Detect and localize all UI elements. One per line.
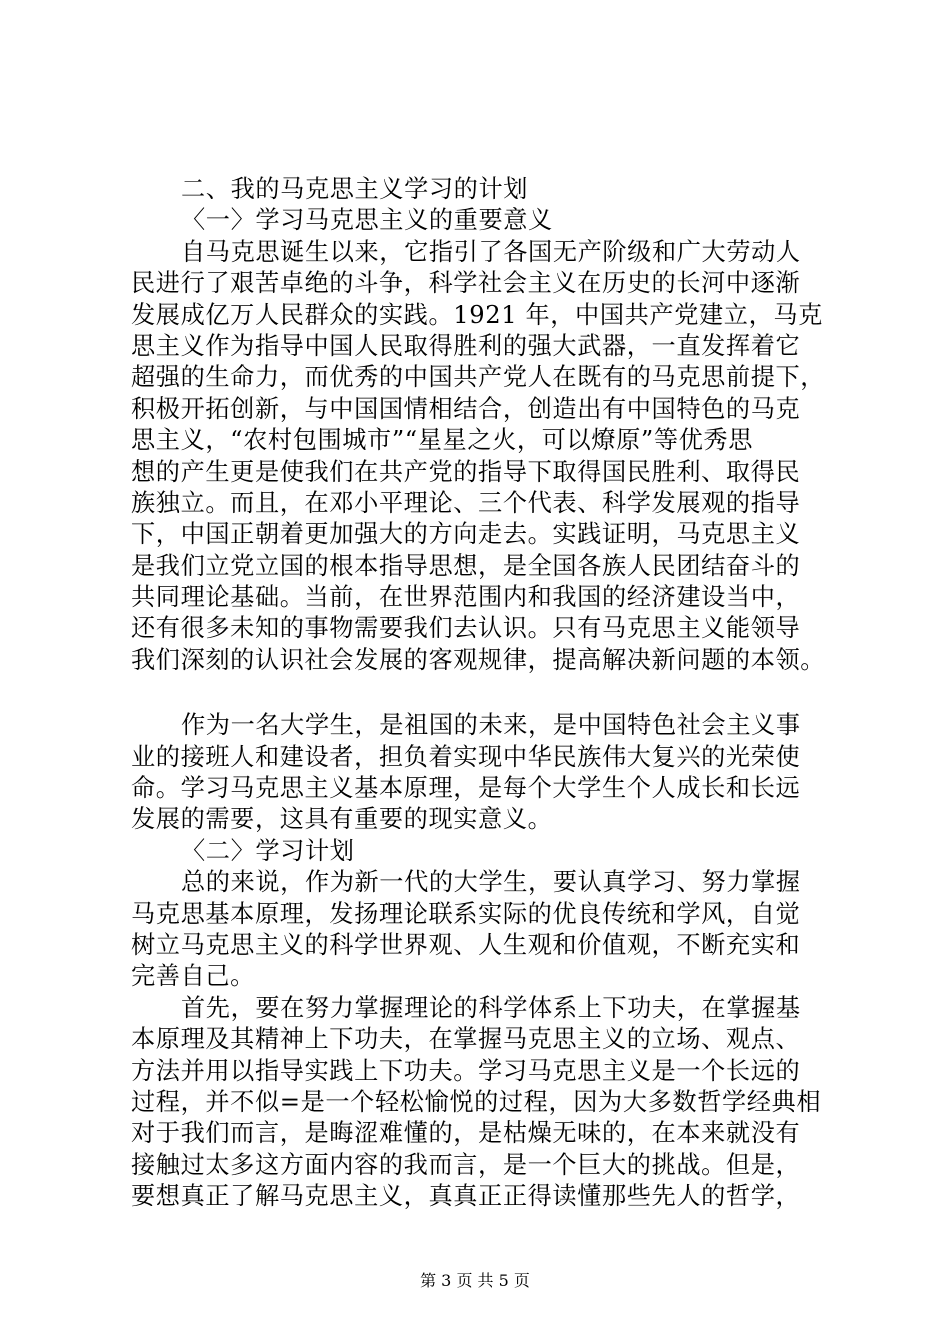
text-line: 族独立。而且，在邓小平理论、三个代表、科学发展观的指导 xyxy=(131,488,801,517)
text-line: 思主义作为指导中国人民取得胜利的强大武器，一直发挥着它 xyxy=(131,331,801,360)
text-line: 超强的生命力，而优秀的中国共产党人在既有的马克思前提下， xyxy=(131,363,826,392)
text-line: 命。学习马克思主义基本原理，是每个大学生个人成长和长远 xyxy=(131,774,801,803)
section-heading xyxy=(131,205,831,236)
text-line: 民进行了艰苦卓绝的斗争，科学社会主义在历史的长河中逐渐 xyxy=(131,269,801,298)
text-line: 接触过太多这方面内容的我而言，是一个巨大的挑战。但是， xyxy=(131,1150,801,1179)
text-line: 积极开拓创新，与中国国情相结合，创造出有中国特色的马克 xyxy=(131,394,801,423)
text-line: 要想真正了解马克思主义，真真正正得读懂那些先人的哲学， xyxy=(131,1182,801,1211)
text-line: 树立马克思主义的科学世界观、人生观和价值观，不断充实和 xyxy=(131,930,801,959)
text-line: 本原理及其精神上下功夫，在掌握马克思主义的立场、观点、 xyxy=(131,1025,801,1054)
section-heading xyxy=(131,174,831,205)
text-line: 我们深刻的认识社会发展的客观规律，提高解决新问题的本领。 xyxy=(131,645,826,674)
text-line: 二、我的马克思主义学习的计划 xyxy=(181,175,529,203)
paragraph xyxy=(131,710,831,836)
text-line: 还有很多未知的事物需要我们去认识。只有马克思主义能领导 xyxy=(131,614,801,643)
text-line: 业的接班人和建设者，担负着实现中华民族伟大复兴的光荣使 xyxy=(131,742,801,771)
document-body xyxy=(131,174,831,1213)
text-line: 马克思基本原理，发扬理论联系实际的优良传统和学风，自觉 xyxy=(131,899,801,928)
paragraph xyxy=(131,867,831,993)
paragraph xyxy=(131,993,831,1213)
text-line: 发展的需要，这具有重要的现实意义。 xyxy=(131,805,553,834)
section-heading xyxy=(131,836,831,867)
text-line: 〈二〉学习计划 xyxy=(181,836,355,865)
text-line: 首先，要在努力掌握理论的科学体系上下功夫，在掌握基 xyxy=(181,993,801,1022)
text-line: 思主义，“农村包围城市”“星星之火，可以燎原”等优秀思 xyxy=(131,426,753,455)
text-line: 〈一〉学习马克思主义的重要意义 xyxy=(181,206,553,235)
text-line: 下，中国正朝着更加强大的方向走去。实践证明，马克思主义 xyxy=(131,520,801,549)
text-line: 完善自己。 xyxy=(131,962,255,991)
text-line: 是我们立党立国的根本指导思想，是全国各族人民团结奋斗的 xyxy=(131,551,801,580)
text-line: 过程，并不似=是一个轻松愉悦的过程，因为大多数哲学经典相 xyxy=(131,1087,822,1116)
text-line: 共同理论基础。当前，在世界范围内和我国的经济建设当中， xyxy=(131,583,801,612)
text-line: 对于我们而言，是晦涩难懂的，是枯燥无味的，在本来就没有 xyxy=(131,1119,801,1148)
paragraph-spacer xyxy=(131,676,831,710)
text-line: 发展成亿万人民群众的实践。1921 年，中国共产党建立，马克 xyxy=(131,300,823,329)
page-footer: 第 3 页 共 5 页 xyxy=(420,1271,530,1290)
text-line: 作为一名大学生，是祖国的未来，是中国特色社会主义事 xyxy=(181,711,801,740)
paragraph xyxy=(131,237,831,676)
text-line: 方法并用以指导实践上下功夫。学习马克思主义是一个长远的 xyxy=(131,1056,801,1085)
text-line: 总的来说，作为新一代的大学生，要认真学习、努力掌握 xyxy=(181,868,801,897)
text-line: 想的产生更是使我们在共产党的指导下取得国民胜利、取得民 xyxy=(131,457,801,486)
text-line: 自马克思诞生以来，它指引了各国无产阶级和广大劳动人 xyxy=(181,237,801,266)
